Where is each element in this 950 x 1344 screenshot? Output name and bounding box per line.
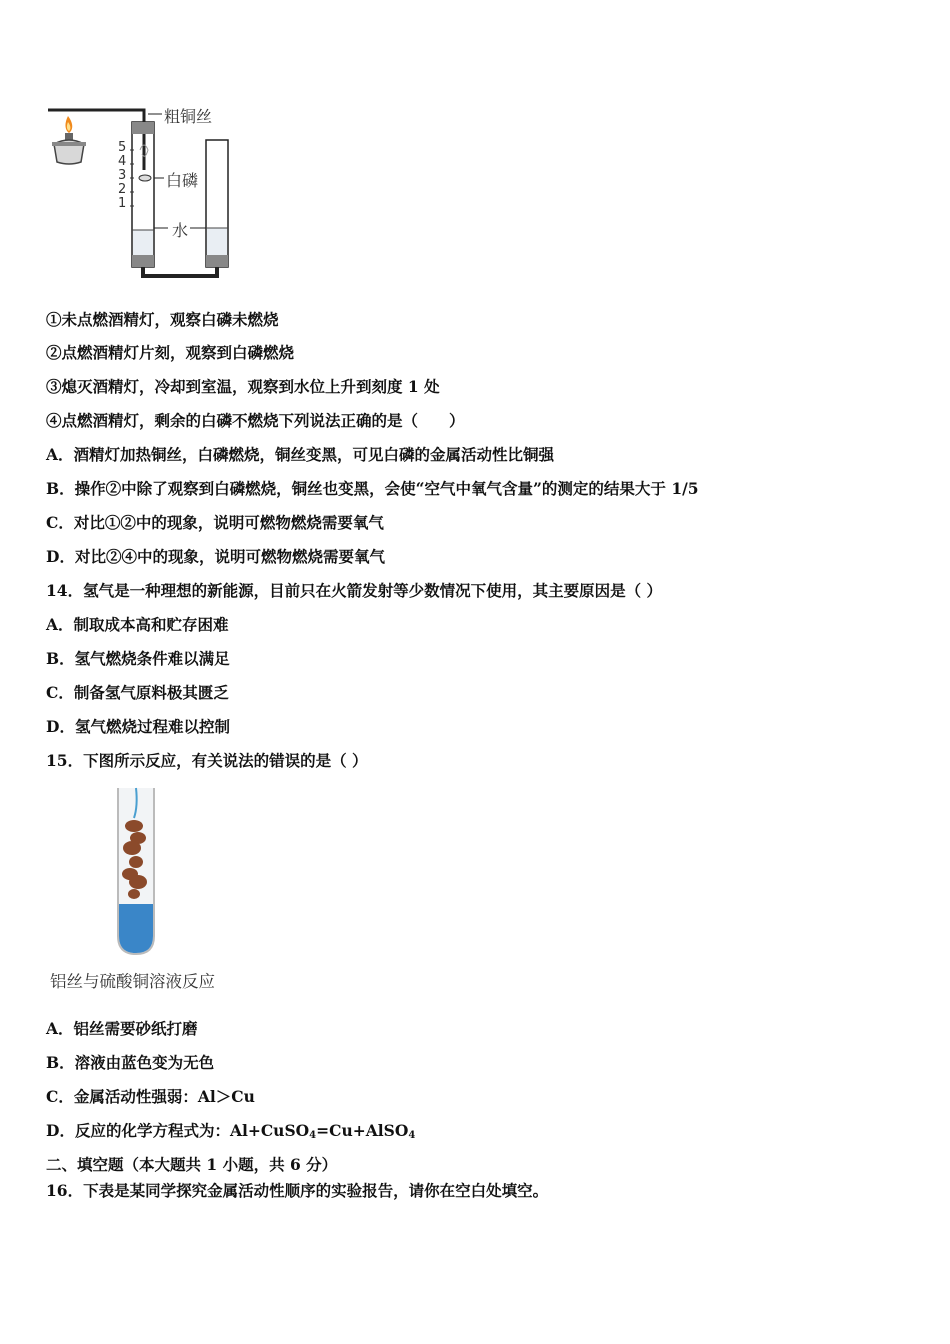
apparatus-diagram: [44, 100, 244, 282]
test-tube-diagram: [108, 786, 164, 958]
q14-stem: 14．氢气是一种理想的新能源，目前只在火箭发射等少数情况下使用，其主要原因是（ ）: [46, 581, 662, 600]
q14-option-a: A．制取成本高和贮存困难: [46, 615, 229, 634]
q15-option-b: B．溶液由蓝色变为无色: [46, 1053, 215, 1072]
scale-mark-1: 1: [118, 196, 127, 211]
q14-option-d: D．氢气燃烧过程难以控制: [46, 717, 230, 736]
q13-step-2: ②点燃酒精灯片刻，观察到白磷燃烧: [46, 343, 295, 362]
test-tube-figure: [108, 786, 164, 958]
q16-stem: 16．下表是某同学探究金属活动性顺序的实验报告，请你在空白处填空。: [46, 1181, 549, 1200]
q13-option-c: C．对比①②中的现象，说明可燃物燃烧需要氧气: [46, 513, 384, 532]
q13-step-4: ④点燃酒精灯，剩余的白磷不燃烧下列说法正确的是（ ）: [46, 411, 465, 430]
scale-mark-4: 4: [118, 154, 127, 169]
q15-option-d-mid: =Cu+AlSO: [316, 1121, 409, 1140]
section-title: 二、填空题（本大题共 1 小题，共 6 分）: [46, 1155, 338, 1174]
q14-option-c: C．制备氢气原料极其匮乏: [46, 683, 229, 702]
subscript-4: 4: [408, 1130, 416, 1141]
right-tube: [206, 140, 228, 267]
q15-option-d-prefix: D．反应的化学方程式为：Al+CuSO: [46, 1121, 310, 1140]
q13-option-b: B．操作②中除了观察到白磷燃烧，铜丝也变黑，会使“空气中氧气含量”的测定的结果大于 1/5: [46, 479, 699, 498]
figure-caption: 铝丝与硫酸铜溶液反应: [50, 972, 215, 991]
q13-option-d: D．对比②④中的现象，说明可燃物燃烧需要氧气: [46, 547, 385, 566]
q13-option-a: A．酒精灯加热铜丝，白磷燃烧，铜丝变黑，可见白磷的金属活动性比铜强: [46, 445, 555, 464]
apparatus-figure: [44, 100, 244, 282]
subscript-4: 4: [309, 1130, 317, 1141]
scale-mark-5: 5: [118, 140, 127, 155]
q15-option-c: C．金属活动性强弱：Al＞Cu: [46, 1087, 255, 1106]
water-label: 水: [172, 221, 189, 240]
phosphorus-label: 白磷: [166, 171, 199, 190]
q15-option-a: A．铝丝需要砂纸打磨: [46, 1019, 198, 1038]
q13-step-1: ①未点燃酒精灯，观察白磷未燃烧: [46, 310, 279, 329]
q15-option-d: [46, 1121, 415, 1146]
q15-stem: 15．下图所示反应，有关说法的错误的是（ ）: [46, 751, 368, 770]
blue-solution: [119, 904, 153, 953]
q14-option-b: B．氢气燃烧条件难以满足: [46, 649, 230, 668]
rubber-tube: [143, 267, 217, 276]
scale-mark-3: 3: [118, 168, 127, 183]
scale-mark-2: 2: [118, 182, 127, 197]
alcohol-lamp-icon: [52, 116, 86, 164]
q13-step-3: ③熄灭酒精灯，冷却到室温，观察到水位上升到刻度 1 处: [46, 377, 440, 396]
wire-label: 粗铜丝: [164, 107, 213, 126]
